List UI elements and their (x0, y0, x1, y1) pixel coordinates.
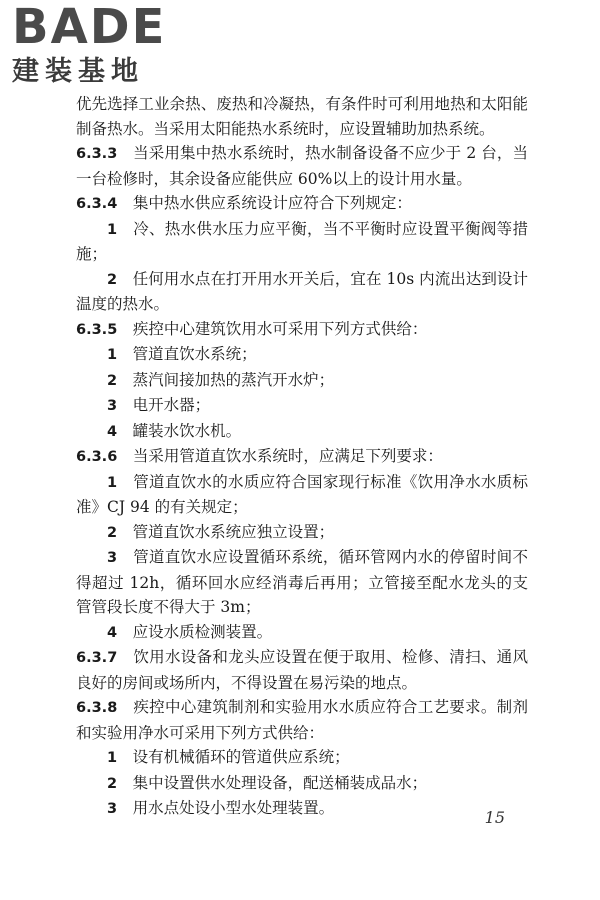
list-item (76, 368, 528, 394)
clause-number: 6.3.3 (76, 146, 118, 162)
item-text: 电开水器； (132, 396, 211, 414)
paragraph (76, 92, 528, 141)
item-number: 2 (107, 271, 118, 288)
clause-text: 疾控中心建筑制剂和实验用水水质应符合工艺要求。制剂和实验用净水可采用下列方式供给： (76, 698, 528, 742)
clause-text: 饮用水设备和龙头应设置在便于取用、检修、清扫、通风良好的房间或场所内，不得设置在易污染的地点。 (76, 648, 528, 692)
list-item (76, 267, 528, 317)
clause-text: 当采用管道直饮水系统时，应满足下列要求： (132, 447, 443, 465)
list-item (76, 620, 528, 646)
item-number: 4 (107, 423, 118, 440)
clause-6-3-8 (76, 695, 528, 745)
item-number: 1 (107, 221, 118, 238)
item-number: 4 (107, 624, 118, 641)
logo-subtitle: 建装基地 (12, 56, 144, 87)
item-number: 3 (107, 801, 118, 817)
clause-text: 集中热水供应系统设计应符合下列规定： (132, 194, 412, 212)
paragraph-text: 优先选择工业余热、废热和冷凝热，有条件时可利用地热和太阳能制备热水。当采用太阳能热水系统时，应设置辅助加热系统。 (76, 95, 528, 138)
clause-6-3-7 (76, 645, 528, 695)
list-item (76, 419, 528, 445)
document-body (76, 92, 528, 822)
list-item (76, 470, 528, 520)
item-text: 用水点处设小型水处理装置。 (132, 799, 335, 817)
list-item (76, 217, 528, 267)
clause-6-3-5 (76, 317, 528, 343)
page-number: 15 (484, 808, 505, 827)
clause-number: 6.3.4 (76, 196, 118, 212)
item-text: 管道直饮水系统； (132, 345, 257, 363)
item-text: 管道直饮水系统应独立设置； (132, 522, 335, 541)
item-number: 3 (107, 550, 118, 566)
item-number: 2 (107, 775, 118, 792)
clause-number: 6.3.6 (76, 449, 118, 465)
item-text: 任何用水点在打开用水开关后，宜在 10s 内流出达到设计温度的热水。 (76, 269, 528, 313)
list-item (76, 393, 528, 419)
clause-6-3-4 (76, 191, 528, 217)
item-text: 管道直饮水的水质应符合国家现行标准《饮用净水水质标准》CJ 94 的有关规定； (76, 472, 528, 516)
clause-number: 6.3.8 (76, 700, 118, 716)
item-text: 罐装水饮水机。 (132, 421, 242, 440)
clause-number: 6.3.5 (76, 321, 118, 338)
item-text: 蒸汽间接加热的蒸汽开水炉； (132, 370, 335, 389)
item-number: 3 (107, 398, 118, 414)
item-text: 管道直饮水应设置循环系统，循环管网内水的停留时间不得超过 12h，循环回水应经消毒后再用；立管接至配水龙头的支管管段长度不得大于 3m； (76, 548, 528, 616)
item-number: 1 (107, 750, 118, 766)
list-item (76, 545, 528, 620)
clause-text: 疾控中心建筑饮用水可采用下列方式供给： (132, 319, 428, 338)
logo-brand: BADE (12, 0, 167, 55)
item-text: 设有机械循环的管道供应系统； (132, 748, 350, 766)
clause-6-3-6 (76, 444, 528, 470)
list-item (76, 342, 528, 368)
logo (12, 2, 182, 94)
list-item (76, 796, 528, 822)
clause-6-3-3 (76, 141, 528, 191)
item-text: 冷、热水供水压力应平衡，当不平衡时应设置平衡阀等措施； (76, 219, 528, 263)
clause-number: 6.3.7 (76, 650, 118, 666)
item-text: 集中设置供水处理设备，配送桶装成品水； (132, 773, 428, 792)
item-number: 1 (107, 347, 118, 363)
item-number: 2 (107, 372, 118, 389)
list-item (76, 771, 528, 797)
list-item (76, 745, 528, 771)
item-number: 2 (107, 524, 118, 541)
item-number: 1 (107, 474, 118, 491)
clause-text: 当采用集中热水系统时，热水制备设备不应少于 2 台，当一台检修时，其余设备应能供应 60%以上的设计用水量。 (76, 144, 528, 188)
item-text: 应设水质检测装置。 (132, 622, 273, 641)
list-item (76, 520, 528, 546)
